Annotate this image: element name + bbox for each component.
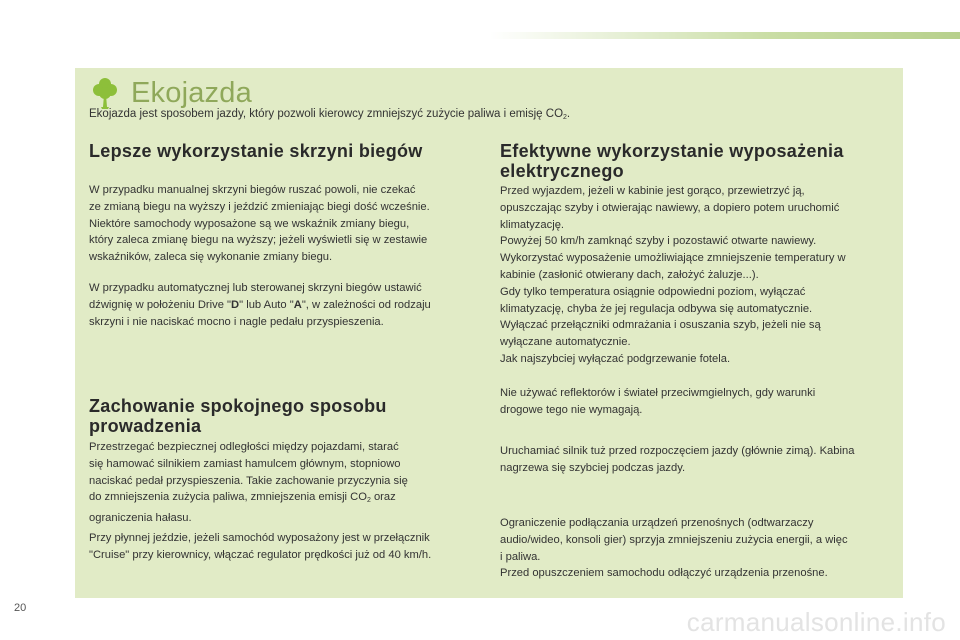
text-line: skrzyni i nie naciskać mocno i nagle pedału przyspieszenia. (89, 315, 384, 328)
text-line: kabinie (zasłonić otwierany dach, założyć żaluzje...). (500, 268, 759, 281)
text-line: W przypadku manualnej skrzyni biegów ruszać powoli, nie czekać (89, 184, 416, 196)
text-line: klimatyzację. (500, 218, 565, 231)
text-line: wyłączane automatycznie. (500, 336, 631, 349)
text-line: Uruchamiać silnik tuż przed rozpoczęciem jazdy (głównie zimą). Kabina (500, 445, 855, 457)
auto-letter: A (293, 298, 302, 311)
text-span: do zmniejszenia zużycia paliwa, zmniejszenia emisji CO (89, 491, 367, 504)
watermark: carmanualsonline.info (686, 607, 946, 637)
section-driving-heading-line2: prowadzenia (89, 416, 202, 436)
text-span: " lub Auto " (239, 298, 294, 311)
top-decor-bar (490, 32, 960, 39)
text-line: Wykorzystać wyposażenie umożliwiające zmniejszenie temperatury w (500, 252, 846, 265)
text-line: ze zmianą biegu na wyższy i jeździć zmieniając biegi dość wcześnie. (89, 200, 430, 213)
text-line: Ograniczenie podłączania urządzeń przenośnych (odtwarzaczy (500, 517, 814, 529)
text-line: nagrzewa się szybciej podczas jazdy. (500, 461, 686, 474)
text-line: się hamować silnikiem zamiast hamulcem głównym, stopniowo (89, 457, 401, 470)
text-line: ograniczenia hałasu. (89, 512, 192, 525)
text-line (89, 297, 479, 314)
text-span: oraz (370, 491, 396, 504)
section-electrical-p3 (500, 443, 900, 477)
drive-letter: D (231, 298, 240, 311)
text-line: Przed opuszczeniem samochodu odłączyć urządzenia przenośne. (500, 567, 828, 580)
section-electrical (500, 141, 900, 181)
text-line: Jak najszybciej wyłączać podgrzewanie fotela. (500, 352, 731, 365)
text-line: W przypadku automatycznej lub sterowanej skrzyni biegów ustawić (89, 282, 422, 294)
text-line: i paliwa. (500, 550, 541, 563)
page-title: Ekojazda (131, 76, 252, 109)
page-header (93, 74, 252, 112)
section-driving-p1 (89, 439, 479, 527)
text-line (89, 489, 479, 510)
section-gearbox (89, 141, 479, 161)
intro-text-main: Ekojazda jest sposobem jazdy, który pozwoli kierowcy zmniejszyć zużycie paliwa i emisję CO (89, 108, 564, 120)
section-gearbox-heading: Lepsze wykorzystanie skrzyni biegów (89, 141, 423, 161)
text-line: drogowe tego nie wymagają. (500, 403, 643, 416)
section-electrical-p4 (500, 515, 900, 582)
text-line: klimatyzację, chyba że jej regulacja odbywa się automatycznie. (500, 302, 813, 315)
intro-text-end: . (566, 108, 571, 120)
text-span: dźwignię w położeniu Drive " (89, 298, 232, 311)
text-line: opuszczając szyby i otwierając nawiewy, a dopiero potem uruchomić (500, 201, 840, 214)
section-electrical-p2 (500, 385, 900, 419)
text-line: audio/wideo, konsoli gier) sprzyja zmniejszeniu zużycia energii, a więc (500, 533, 848, 546)
section-electrical-heading-line2: elektrycznego (500, 161, 624, 181)
text-line: naciskać pedał przyspieszenia. Takie zachowanie przyczynia się (89, 474, 408, 487)
text-line: "Cruise" przy kierownicy, włączać regulator prędkości już od 40 km/h. (89, 548, 432, 561)
text-line: Przed wyjazdem, jeżeli w kabinie jest gorąco, przewietrzyć ją, (500, 185, 805, 197)
text-line: Niektóre samochody wyposażone są we wskaźnik zmiany biegu, (89, 217, 410, 230)
text-line: Wyłączać przełączniki odmrażania i osuszania szyb, jeżeli nie są (500, 319, 821, 332)
text-line: Gdy tylko temperatura osiągnie odpowiedni poziom, wyłączać (500, 285, 806, 298)
text-span: ", w zależności od rodzaju (301, 298, 431, 311)
text-line: który zaleca zmianę biegu na wyższy; jeżeli wyświetli się w zestawie (89, 234, 428, 247)
intro-text (89, 108, 570, 121)
page-number: 20 (14, 602, 27, 614)
section-gearbox-p1 (89, 182, 479, 266)
section-driving-p2 (89, 530, 479, 564)
text-line: Nie używać reflektorów i świateł przeciwmgielnych, gdy warunki (500, 387, 816, 399)
co2-subscript: 2 (366, 497, 371, 505)
text-line: Przy płynnej jeździe, jeżeli samochód wyposażony jest w przełącznik (89, 532, 430, 544)
tree-icon (93, 77, 117, 109)
section-electrical-heading-line1: Efektywne wykorzystanie wyposażenia (500, 141, 844, 161)
text-line: wskaźników, zaleca się wykonanie zmiany biegu. (89, 251, 333, 264)
section-gearbox-p2 (89, 280, 479, 330)
text-line: Przestrzegać bezpiecznej odległości między pojazdami, starać (89, 441, 399, 453)
text-line: Powyżej 50 km/h zamknąć szyby i pozostawić otwarte nawiewy. (500, 235, 817, 248)
section-driving-heading-line1: Zachowanie spokojnego sposobu (89, 396, 387, 416)
section-electrical-p1 (500, 183, 900, 368)
section-driving (89, 396, 479, 436)
intro-subscript: 2 (563, 114, 567, 121)
